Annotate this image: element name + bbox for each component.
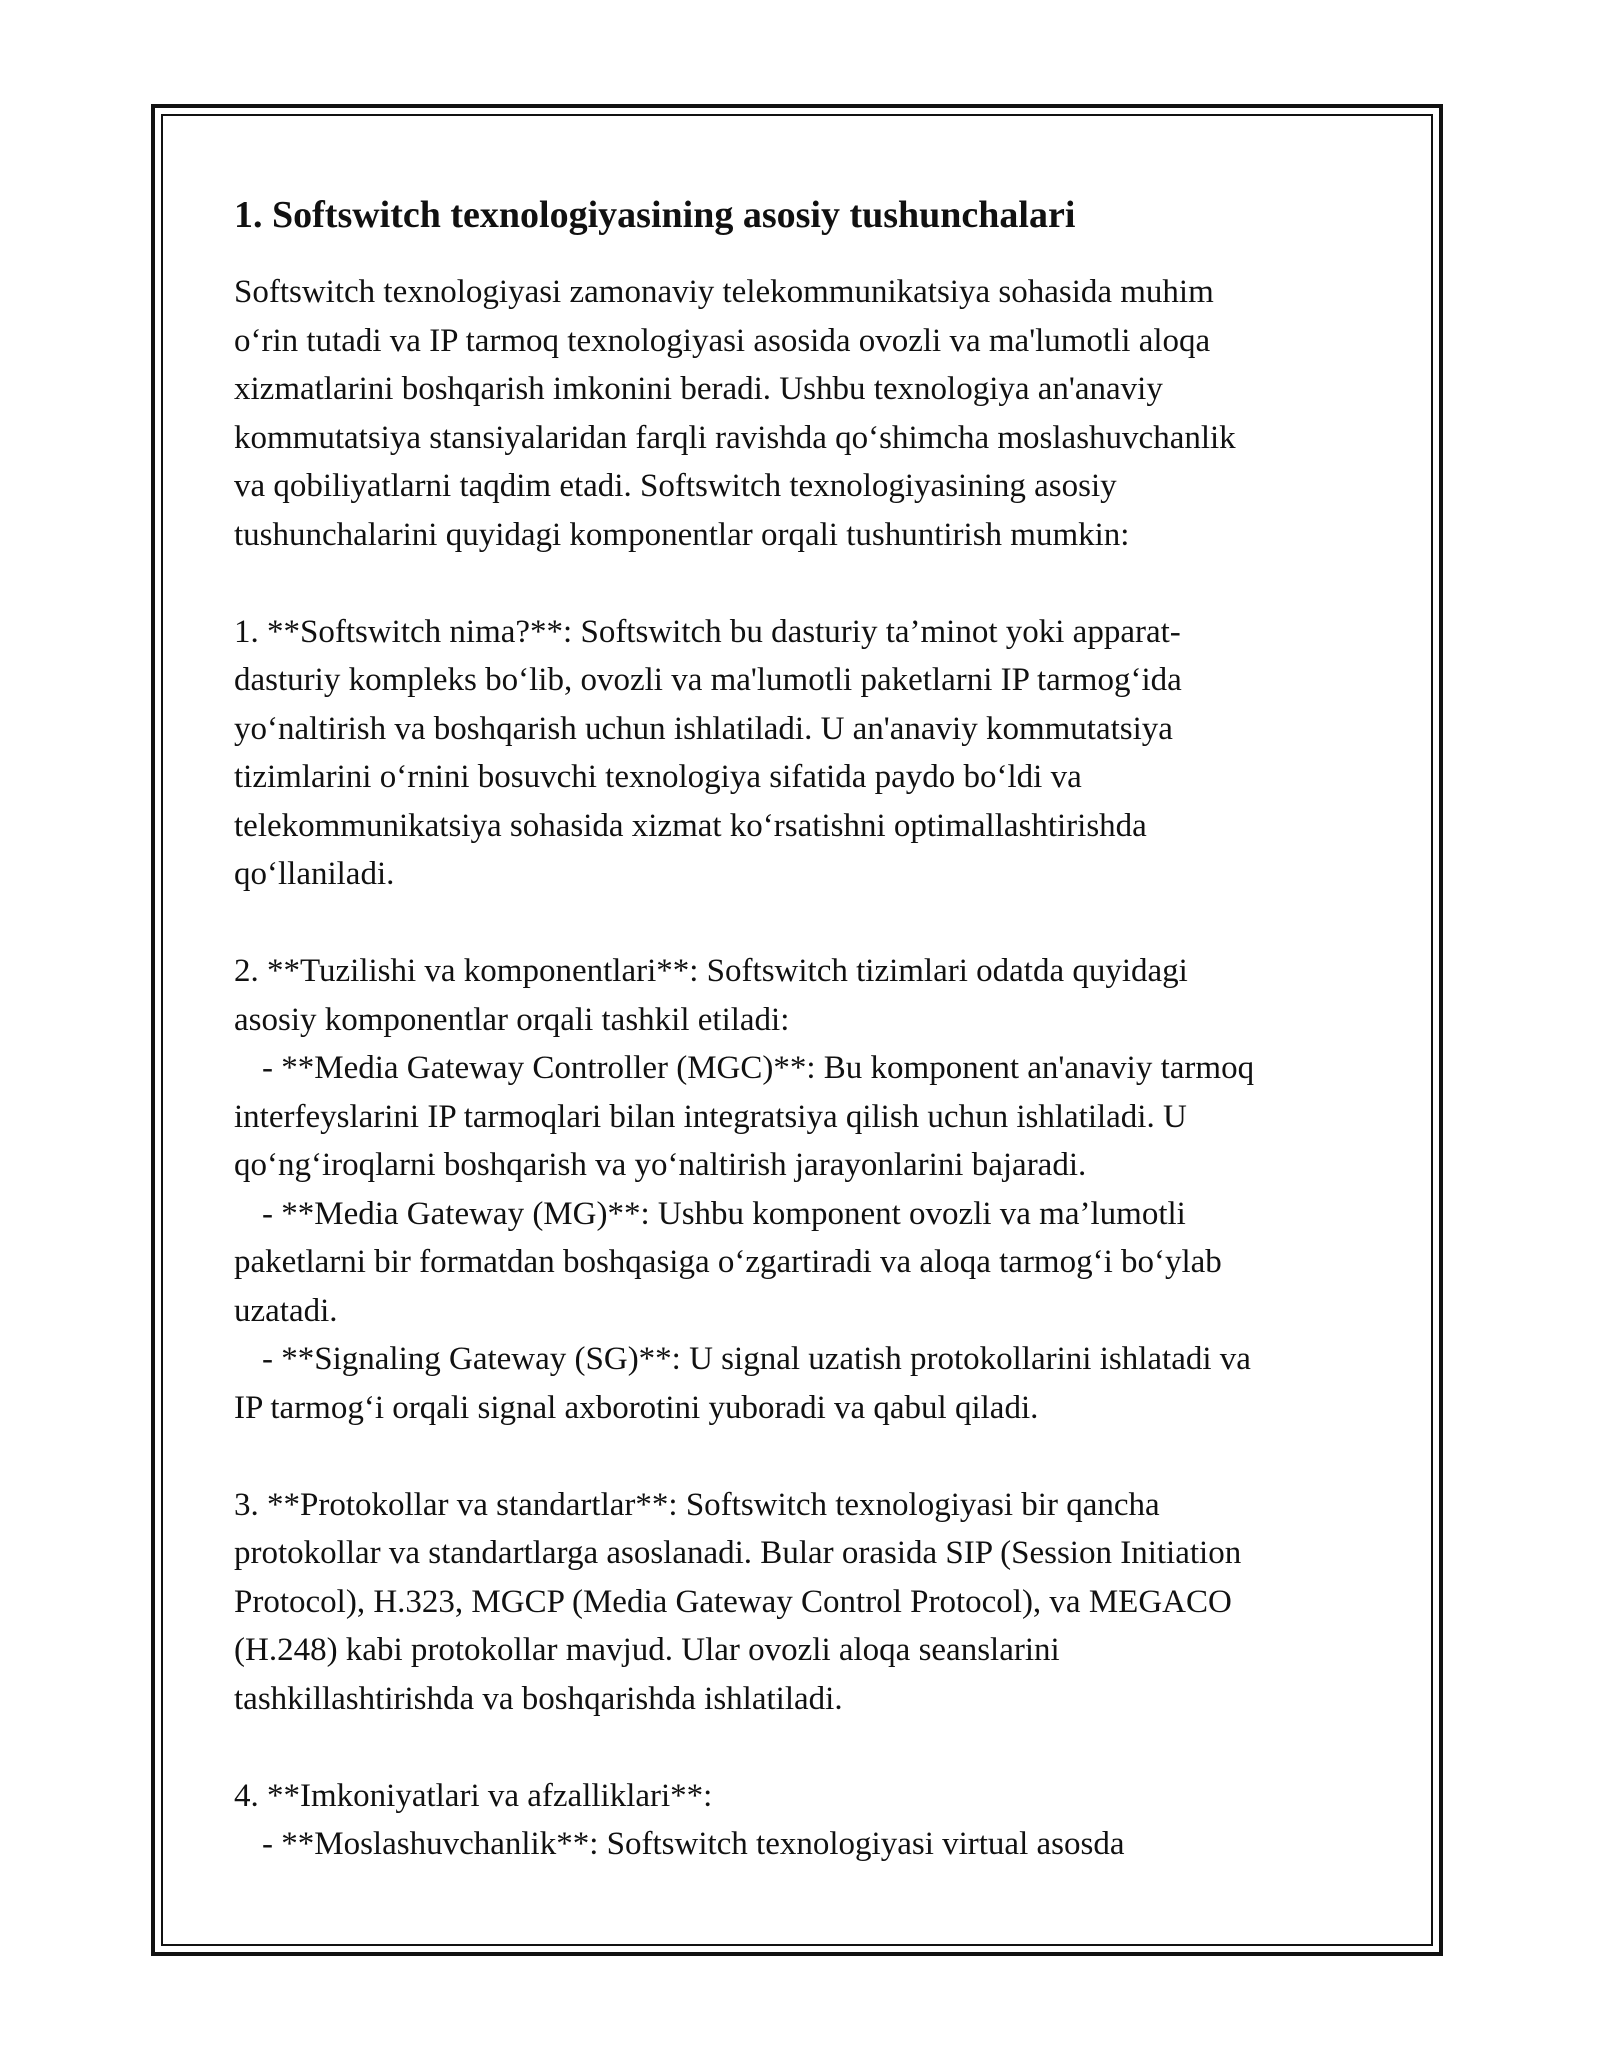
section-capabilities bbox=[234, 1772, 1374, 1869]
list-item-flexibility bbox=[234, 1820, 1374, 1869]
list-item-mgc-first-line: - **Media Gateway Controller (MGC)**: Bu komponent an'anaviy tarmoq bbox=[262, 1050, 1255, 1086]
intro-paragraph: Softswitch texnologiyasi zamonaviy telekommunikatsiya sohasida muhim o‘rin tutadi va IP tarmoq texnologiyasi asosida ovozli va ma'lumotli aloqa xizmatlarini boshqarish imkonini beradi. Ushbu texnologiya an'anaviy kommutatsiya stansiyalaridan farqli ravishda qo‘shimcha moslashuvchanlik va qobiliyatlarni taqdim etadi. Softswitch texnologiyasining asosiy tushunchalarini quyidagi komponentlar orqali tushuntirish mumkin: bbox=[234, 274, 1236, 553]
paragraph-structure-intro: 2. **Tuzilishi va komponentlari**: Softswitch tizimlari odatda quyidagi asosiy komponentlar orqali tashkil etiladi: bbox=[234, 953, 1188, 1038]
list-item-mg bbox=[234, 1190, 1374, 1239]
list-item-mgc bbox=[234, 1044, 1374, 1093]
section-structure bbox=[234, 947, 1374, 1432]
list-item-sg-continuation: IP tarmog‘i orqali signal axborotini yuboradi va qabul qiladi. bbox=[234, 1389, 1039, 1426]
paragraph-protocols: 3. **Protokollar va standartlar**: Softswitch texnologiyasi bir qancha protokollar va standartlarga asoslanadi. Bular orasida SIP (Session Initiation Protocol), H.323, MGCP (Media Gateway Control Protocol), va MEGACO (H.248) kabi protokollar mavjud. Ular ovozli aloqa seanslarini tashkillashtirishda va boshqarishda ishlatiladi. bbox=[234, 1486, 1242, 1717]
list-item-mgc-continuation: interfeyslarini IP tarmoqlari bilan integratsiya qilish uchun ishlatiladi. U qo‘ng‘iroqlarni boshqarish va yo‘naltirish jarayonlarini bajaradi. bbox=[234, 1098, 1187, 1183]
list-item-mg-first-line: - **Media Gateway (MG)**: Ushbu komponent ovozli va ma’lumotli bbox=[262, 1195, 1186, 1232]
paragraph-softswitch-definition: 1. **Softswitch nima?**: Softswitch bu dasturiy ta’minot yoki apparat- dasturiy kompleks bo‘lib, ovozli va ma'lumotli paketlarni IP tarmog‘ida yo‘naltirish va boshqarish uchun ishlatiladi. U an'anaviy kommutatsiya tizimlarini o‘rnini bosuvchi texnologiya sifatida paydo bo‘ldi va telekommunikatsiya sohasida xizmat ko‘rsatishni optimallashtirishda qo‘llaniladi. bbox=[234, 613, 1182, 892]
list-item-mg-continuation: paketlarni bir formatdan boshqasiga o‘zgartiradi va aloqa tarmog‘i bo‘ylab uzatadi. bbox=[234, 1244, 1222, 1329]
list-item-flexibility-line: - **Moslashuvchanlik**: Softswitch texnologiyasi virtual asosda bbox=[262, 1826, 1125, 1862]
section-heading: 1. Softswitch texnologiyasining asosiy tushunchalari bbox=[234, 194, 1076, 236]
document-body bbox=[234, 186, 1374, 1869]
paragraph-capabilities-intro: 4. **Imkoniyatlari va afzalliklari**: bbox=[234, 1777, 713, 1814]
list-item-sg bbox=[234, 1335, 1374, 1384]
list-item-sg-first-line: - **Signaling Gateway (SG)**: U signal uzatish protokollarini ishlatadi va bbox=[262, 1341, 1251, 1377]
